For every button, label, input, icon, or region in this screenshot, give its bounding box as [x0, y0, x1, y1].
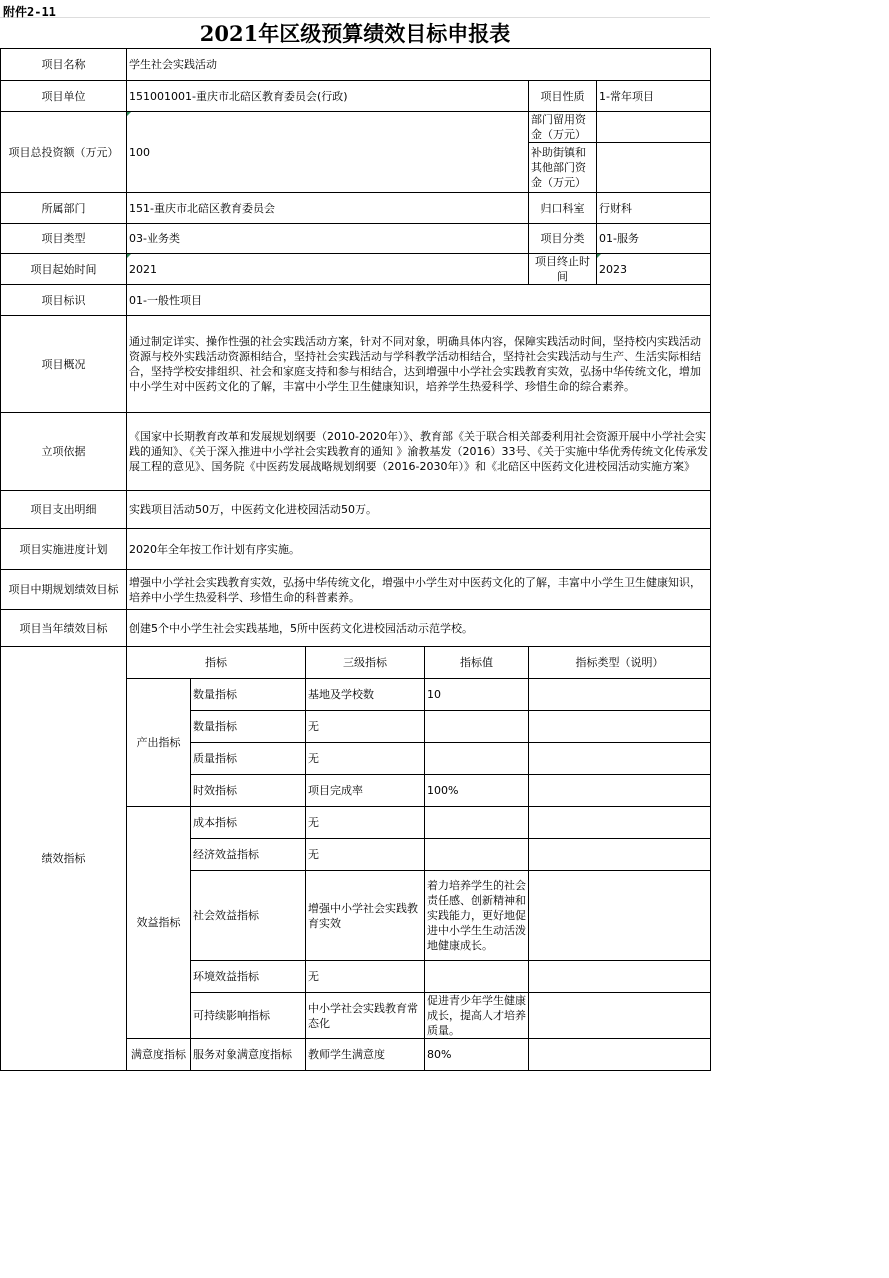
row-schedule	[1, 529, 711, 570]
project-name-label: 项目名称	[1, 49, 127, 81]
year-goal-label: 项目当年绩效目标	[1, 610, 127, 647]
expense-value: 实践项目活动50万，中医药文化进校园活动50万。	[127, 491, 711, 529]
start-time-value: 2021	[127, 254, 529, 285]
office-value: 行财科	[597, 193, 711, 224]
level3-cell: 基地及学校数	[306, 679, 425, 711]
project-flag-value: 01-一般性项目	[127, 285, 711, 316]
end-time-value: 2023	[597, 254, 711, 285]
level3-cell: 无	[306, 711, 425, 743]
level2-cell: 成本指标	[191, 807, 306, 839]
year-goal-value: 创建5个中小学生社会实践基地，5所中医药文化进校园活动示范学校。	[127, 610, 711, 647]
overview-label: 项目概况	[1, 316, 127, 413]
value-cell: 促进青少年学生健康成长，提高人才培养质量。	[425, 993, 529, 1039]
basis-label: 立项依据	[1, 413, 127, 491]
investment-value: 100	[127, 112, 529, 193]
project-class-value: 01-服务	[597, 224, 711, 254]
indicator-header: 指标	[127, 647, 306, 679]
level3-cell: 无	[306, 807, 425, 839]
investment-label: 项目总投资额（万元）	[1, 112, 127, 193]
row-flag	[1, 285, 711, 316]
level3-cell: 教师学生满意度	[306, 1039, 425, 1071]
type-cell	[529, 775, 711, 807]
project-nature-value: 1-常年项目	[597, 81, 711, 112]
type-cell	[529, 711, 711, 743]
performance-form-table	[0, 48, 711, 1071]
mid-goal-value: 增强中小学社会实践教育实效，弘扬中华传统文化，增强中小学生对中医药文化的了解，丰富中小学生卫生健康知识，培养中小学生热爱科学、珍惜生命的科普素养。	[127, 570, 711, 610]
type-cell	[529, 871, 711, 961]
level3-cell: 无	[306, 961, 425, 993]
type-cell	[529, 839, 711, 871]
subsidy-value	[597, 143, 711, 193]
attachment-label: 附件2-11	[3, 5, 56, 19]
level2-cell: 可持续影响指标	[191, 993, 306, 1039]
output-group-label: 产出指标	[127, 679, 191, 807]
level3-cell: 项目完成率	[306, 775, 425, 807]
dept-fund-value	[597, 112, 711, 143]
expense-label: 项目支出明细	[1, 491, 127, 529]
row-investment-1	[1, 112, 711, 143]
type-cell	[529, 961, 711, 993]
dept-fund-label: 部门留用资金（万元）	[529, 112, 597, 143]
row-year-goal	[1, 610, 711, 647]
subsidy-label: 补助街镇和其他部门资金（万元）	[529, 143, 597, 193]
basis-value: 《国家中长期教育改革和发展规划纲要（2010-2020年）》、教育部《关于联合相关部委利用社会资源开展中小学社会实践的通知》、《关于深入推进中小学社会实践教育的通知 》渝教基发（2016）33号、《关于实施中华优秀传统文化传承发展工程的意见》、国务院《中医药发展战略规划纲要（2016-2030年）》和《北碚区中医药文化进校园活动实施方案》	[127, 413, 711, 491]
level3-cell: 中小学社会实践教育常态化	[306, 993, 425, 1039]
level2-cell: 质量指标	[191, 743, 306, 775]
satisfaction-group-label: 满意度指标	[127, 1039, 191, 1071]
schedule-value: 2020年全年按工作计划有序实施。	[127, 529, 711, 570]
level2-cell: 数量指标	[191, 679, 306, 711]
type-cell	[529, 679, 711, 711]
indicator-header-row	[1, 647, 711, 679]
value-cell	[425, 711, 529, 743]
row-project-unit	[1, 81, 711, 112]
value-cell: 着力培养学生的社会责任感、创新精神和实践能力，更好地促进中小学生生动活泼地健康成长。	[425, 871, 529, 961]
type-header: 指标类型（说明）	[529, 647, 711, 679]
benefit-group-label: 效益指标	[127, 807, 191, 1039]
level2-cell: 数量指标	[191, 711, 306, 743]
schedule-label: 项目实施进度计划	[1, 529, 127, 570]
level3-cell: 无	[306, 743, 425, 775]
row-expense	[1, 491, 711, 529]
project-unit-label: 项目单位	[1, 81, 127, 112]
department-value: 151-重庆市北碚区教育委员会	[127, 193, 529, 224]
level2-cell: 经济效益指标	[191, 839, 306, 871]
level3-header: 三级指标	[306, 647, 425, 679]
start-time-label: 项目起始时间	[1, 254, 127, 285]
project-nature-label: 项目性质	[529, 81, 597, 112]
value-cell: 10	[425, 679, 529, 711]
level2-cell: 时效指标	[191, 775, 306, 807]
type-cell	[529, 743, 711, 775]
value-cell: 100%	[425, 775, 529, 807]
project-name-value: 学生社会实践活动	[127, 49, 711, 81]
value-cell	[425, 839, 529, 871]
level2-cell: 社会效益指标	[191, 871, 306, 961]
level2-cell: 环境效益指标	[191, 961, 306, 993]
mid-goal-label: 项目中期规划绩效目标	[1, 570, 127, 610]
level3-cell: 增强中小学社会实践教育实效	[306, 871, 425, 961]
project-flag-label: 项目标识	[1, 285, 127, 316]
sheet-gridline	[0, 17, 710, 18]
project-type-value: 03-业务类	[127, 224, 529, 254]
indicator-section-label: 绩效指标	[1, 647, 127, 1071]
project-class-label: 项目分类	[529, 224, 597, 254]
level3-cell: 无	[306, 839, 425, 871]
value-cell	[425, 743, 529, 775]
row-overview	[1, 316, 711, 413]
project-unit-value: 151001001-重庆市北碚区教育委员会(行政)	[127, 81, 529, 112]
row-project-name	[1, 49, 711, 81]
value-header: 指标值	[425, 647, 529, 679]
office-label: 归口科室	[529, 193, 597, 224]
row-department	[1, 193, 711, 224]
department-label: 所属部门	[1, 193, 127, 224]
value-cell	[425, 807, 529, 839]
type-cell	[529, 807, 711, 839]
value-cell	[425, 961, 529, 993]
row-period	[1, 254, 711, 285]
overview-value: 通过制定详实、操作性强的社会实践活动方案，针对不同对象，明确具体内容，保障实践活动时间，坚持校内实践活动资源与校外实践活动资源相结合，坚持社会实践活动与学科教学活动相结合，坚持社会实践活动与生产、生活实际相结合，坚持学校安排组织、社会和家庭支持和参与相结合，达到增强中小学社会实践教育实效，弘扬中华传统文化，增加中小学生对中医药文化的了解，丰富中小学生卫生健康知识，培养学生热爱科学、珍惜生命的综合素养。	[127, 316, 711, 413]
row-mid-goal	[1, 570, 711, 610]
type-cell	[529, 993, 711, 1039]
project-type-label: 项目类型	[1, 224, 127, 254]
type-cell	[529, 1039, 711, 1071]
row-type	[1, 224, 711, 254]
value-cell: 80%	[425, 1039, 529, 1071]
row-basis	[1, 413, 711, 491]
end-time-label: 项目终止时间	[529, 254, 597, 285]
level2-cell: 服务对象满意度指标	[191, 1039, 306, 1071]
page-title: 2021年区级预算绩效目标申报表	[199, 21, 511, 46]
